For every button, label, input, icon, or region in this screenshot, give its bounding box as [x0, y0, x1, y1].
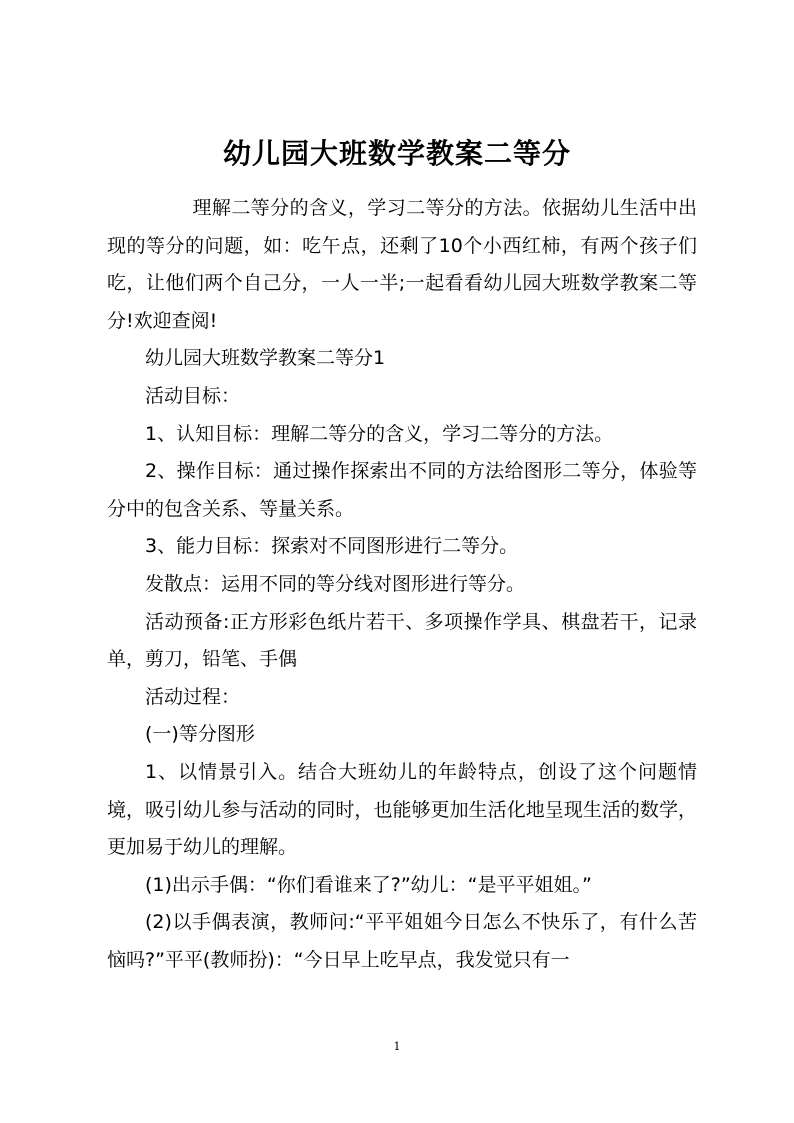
intro-paragraph: 理解二等分的含义，学习二等分的方法。依据幼儿生活中出现的等分的问题，如：吃午点，还剩了10个小西红柿，有两个孩子们吃，让他们两个自己分，一人一半;一起看看幼儿园大班数学教案二等分!欢迎查阅!	[107, 197, 697, 332]
dialogue-paragraph: (2)以手偶表演，教师问:“平平姐姐今日怎么不快乐了，有什么苦恼吗?”平平(教师扮)：“今日早上吃早点，我发觉只有一	[107, 911, 697, 971]
divergent-point: 发散点：运用不同的等分线对图形进行等分。	[145, 572, 526, 595]
process-heading: 活动过程：	[145, 685, 241, 708]
subsection-heading: (一)等分图形	[145, 723, 255, 746]
section-heading: 幼儿园大班数学教案二等分1	[145, 347, 386, 370]
goal-cognitive: 1、认知目标：理解二等分的含义，学习二等分的方法。	[145, 422, 614, 445]
step-paragraph: 1、以情景引入。结合大班幼儿的年龄特点，创设了这个问题情境，吸引幼儿参与活动的同时，也能够更加生活化地呈现生活的数学，更加易于幼儿的理解。	[107, 760, 697, 859]
document-body	[107, 190, 697, 979]
goal-ability: 3、能力目标：探索对不同图形进行二等分。	[145, 535, 519, 558]
goal-operation: 2、操作目标：通过操作探索出不同的方法给图形二等分，体验等分中的包含关系、等量关系。	[107, 460, 697, 520]
page-number: 1	[393, 1040, 401, 1053]
dialogue-paragraph: (1)出示手偶：“你们看谁来了?”幼儿：“是平平姐姐。”	[145, 873, 592, 896]
preparation: 活动预备:正方形彩色纸片若干、多项操作学具、棋盘若干，记录单，剪刀，铅笔、手偶	[107, 610, 697, 671]
document-title: 幼儿园大班数学教案二等分	[222, 137, 571, 170]
goals-heading: 活动目标：	[145, 384, 241, 407]
